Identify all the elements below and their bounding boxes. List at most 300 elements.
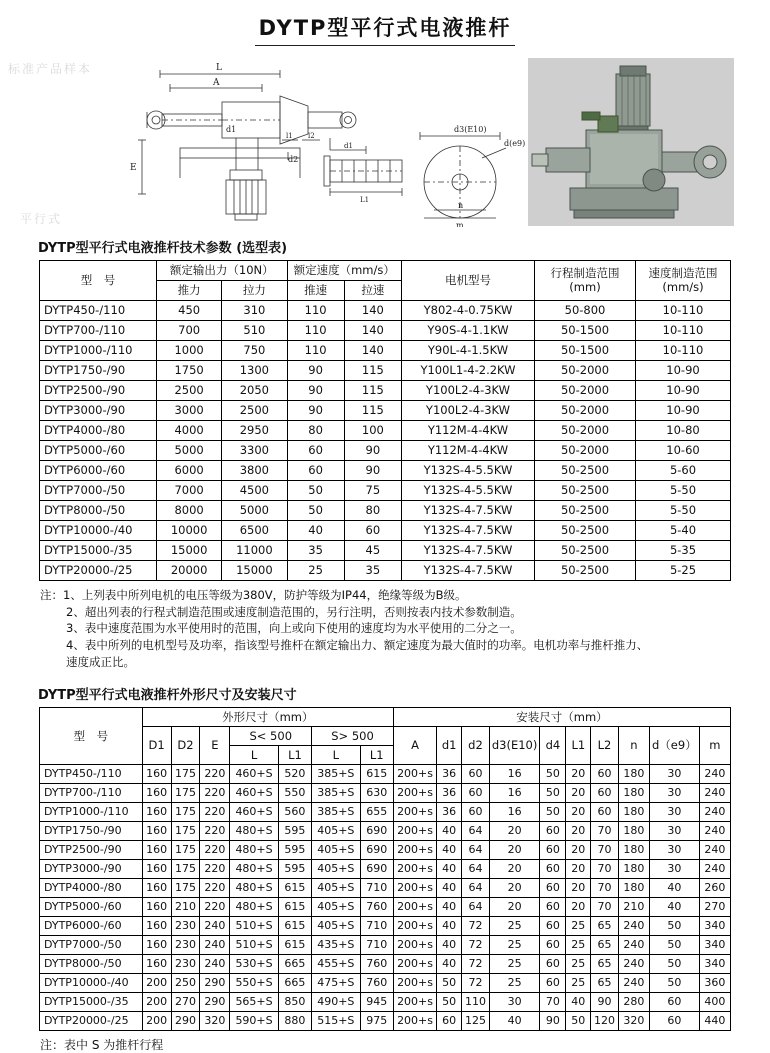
cell-push-speed: 60 [287, 441, 344, 461]
cell-d: 30 [650, 803, 700, 822]
th-install-dims: 安装尺寸（mm） [393, 708, 730, 727]
cell-motor: Y132S-4-5.5KW [402, 481, 535, 501]
cell-d1: 40 [437, 917, 462, 936]
cell-d1: 40 [437, 955, 462, 974]
cell-d1: 50 [437, 993, 462, 1012]
cell-speed: 10-60 [636, 441, 731, 461]
cell-d3: 16 [489, 803, 540, 822]
cell-d3: 40 [489, 1012, 540, 1031]
table-row [40, 765, 731, 784]
cell-l2s: 405+S [312, 860, 360, 879]
tech-parameters-table [39, 260, 731, 581]
cell-model: DYTP4000-/80 [40, 879, 143, 898]
cell-l11s: 615 [278, 917, 311, 936]
cell-e: 220 [200, 898, 230, 917]
svg-text:d2: d2 [288, 155, 299, 164]
cell-e: 220 [200, 765, 230, 784]
th-stroke-range: 行程制造范围 (mm) [535, 261, 636, 301]
cell-e: 240 [200, 917, 230, 936]
cell-motor: Y100L1-4-2.2KW [402, 361, 535, 381]
cell-l1s: 530+S [230, 955, 278, 974]
cell-m: 360 [699, 974, 730, 993]
cell-m: 240 [699, 841, 730, 860]
cell-d: 60 [650, 993, 700, 1012]
cell-model: DYTP1750-/90 [40, 822, 143, 841]
th-pull-speed: 拉速 [344, 281, 401, 301]
cell-motor: Y90L-4-1.5KW [402, 341, 535, 361]
cell-l2: 90 [591, 993, 619, 1012]
cell-l11s: 615 [278, 936, 311, 955]
cell-l2s: 405+S [312, 822, 360, 841]
cell-m: 340 [699, 936, 730, 955]
cell-d2: 72 [462, 936, 490, 955]
cell-stroke: 50-2000 [535, 441, 636, 461]
cell-l1s: 460+S [230, 784, 278, 803]
cell-model: DYTP1000-/110 [40, 803, 143, 822]
cell-d4: 70 [540, 993, 566, 1012]
svg-text:l2: l2 [308, 132, 315, 140]
cell-pull-speed: 140 [344, 301, 401, 321]
cell-a: 200+s [393, 841, 436, 860]
cell-l11s: 595 [278, 841, 311, 860]
cell-stroke: 50-2500 [535, 561, 636, 581]
cell-speed: 5-25 [636, 561, 731, 581]
cell-a: 200+s [393, 822, 436, 841]
th-m: m [699, 727, 730, 765]
cell-d1: 160 [142, 822, 171, 841]
cell-l11s: 595 [278, 860, 311, 879]
cell-model: DYTP2500-/90 [40, 841, 143, 860]
table-row [40, 955, 731, 974]
th-aL1: L1 [566, 727, 591, 765]
cell-l21s: 615 [360, 765, 393, 784]
cell-l11s: 665 [278, 955, 311, 974]
cell-l2s: 435+S [312, 936, 360, 955]
cell-model: DYTP8000-/50 [40, 955, 143, 974]
cell-d1: 160 [142, 765, 171, 784]
cell-push-speed: 110 [287, 321, 344, 341]
cell-speed: 10-110 [636, 341, 731, 361]
cell-l1s: 590+S [230, 1012, 278, 1031]
cell-push-speed: 50 [287, 501, 344, 521]
cell-motor: Y132S-4-7.5KW [402, 521, 535, 541]
cell-a: 200+s [393, 974, 436, 993]
th-rated-output: 额定输出力（10N） [157, 261, 288, 281]
cell-d1: 36 [437, 765, 462, 784]
cell-model: DYTP450-/110 [40, 301, 157, 321]
th-L1-gt: L1 [360, 746, 393, 765]
cell-push: 2500 [157, 381, 222, 401]
cell-push: 20000 [157, 561, 222, 581]
cell-d1: 40 [437, 936, 462, 955]
cell-n: 180 [618, 822, 649, 841]
cell-e: 220 [200, 860, 230, 879]
cell-pull: 2950 [222, 421, 287, 441]
cell-l21s: 760 [360, 898, 393, 917]
th-model: 型 号 [40, 261, 157, 301]
cell-m: 240 [699, 803, 730, 822]
dim-header-row-1 [40, 708, 731, 727]
svg-text:n: n [458, 201, 464, 210]
cell-push-speed: 90 [287, 361, 344, 381]
cell-a: 200+s [393, 803, 436, 822]
table-row [40, 481, 731, 501]
cell-push: 1750 [157, 361, 222, 381]
cell-stroke: 50-2500 [535, 481, 636, 501]
table-row [40, 401, 731, 421]
cell-push: 6000 [157, 461, 222, 481]
cell-pull-speed: 140 [344, 341, 401, 361]
cell-d: 30 [650, 765, 700, 784]
cell-l21s: 710 [360, 879, 393, 898]
cell-l21s: 690 [360, 860, 393, 879]
tech-parameters-body [40, 301, 731, 581]
svg-text:d(e9): d(e9) [504, 139, 526, 148]
th-L-gt: L [312, 746, 360, 765]
cell-l1s: 550+S [230, 974, 278, 993]
cell-d3: 20 [489, 860, 540, 879]
cell-d1: 50 [437, 974, 462, 993]
note-line-4: 4、表中所列的电机型号及功率，指该型号推杆在额定输出力、额定速度为最大值时的功率。电机功率与推杆推力、 [66, 638, 649, 653]
cell-a: 200+s [393, 784, 436, 803]
cell-pull-speed: 80 [344, 501, 401, 521]
cell-d4: 60 [540, 822, 566, 841]
section1-notes [40, 587, 770, 670]
cell-d4: 60 [540, 898, 566, 917]
cell-d2: 270 [171, 993, 200, 1012]
table-row [40, 521, 731, 541]
cell-model: DYTP10000-/40 [40, 521, 157, 541]
cell-d3: 25 [489, 936, 540, 955]
note-line-3: 3、表中速度范围为水平使用时的范围，向上或向下使用的速度均为水平使用的二分之一。 [66, 621, 522, 636]
cell-push-speed: 50 [287, 481, 344, 501]
table-row [40, 917, 731, 936]
cell-model: DYTP7000-/50 [40, 481, 157, 501]
cell-d3: 25 [489, 917, 540, 936]
table-row [40, 441, 731, 461]
th-dim-model: 型 号 [40, 708, 143, 765]
cell-stroke: 50-800 [535, 301, 636, 321]
cell-d: 60 [650, 1012, 700, 1031]
cell-l2: 70 [591, 822, 619, 841]
dimensions-body [40, 765, 731, 1031]
cell-a: 200+s [393, 936, 436, 955]
cell-l2s: 385+S [312, 784, 360, 803]
cell-l1: 20 [566, 822, 591, 841]
th-ad2: d2 [462, 727, 490, 765]
cell-push: 8000 [157, 501, 222, 521]
cell-d4: 60 [540, 974, 566, 993]
cell-d1: 36 [437, 803, 462, 822]
cell-d: 40 [650, 898, 700, 917]
svg-text:m: m [456, 221, 464, 227]
th-outer-dims: 外形尺寸（mm） [142, 708, 393, 727]
cell-d4: 50 [540, 784, 566, 803]
product-drawing [30, 52, 740, 227]
cell-model: DYTP7000-/50 [40, 936, 143, 955]
cell-push: 450 [157, 301, 222, 321]
cell-stroke: 50-2500 [535, 521, 636, 541]
svg-text:d3(E10): d3(E10) [454, 125, 487, 134]
cell-d2: 175 [171, 765, 200, 784]
cell-speed: 5-50 [636, 501, 731, 521]
cell-model: DYTP15000-/35 [40, 541, 157, 561]
table-row [40, 501, 731, 521]
cell-l1: 25 [566, 936, 591, 955]
cell-a: 200+s [393, 917, 436, 936]
cell-d4: 60 [540, 879, 566, 898]
th-push-force: 推力 [157, 281, 222, 301]
cell-l1: 20 [566, 803, 591, 822]
cell-m: 340 [699, 955, 730, 974]
cell-push-speed: 90 [287, 381, 344, 401]
cell-l2s: 515+S [312, 1012, 360, 1031]
cell-l2: 70 [591, 898, 619, 917]
th-aL2: L2 [591, 727, 619, 765]
cell-speed: 5-35 [636, 541, 731, 561]
cell-e: 240 [200, 936, 230, 955]
section1-heading [38, 237, 770, 256]
svg-text:A: A [213, 78, 220, 88]
cell-n: 240 [618, 974, 649, 993]
note-line-5: 速度成正比。 [66, 654, 135, 669]
cell-l2: 65 [591, 936, 619, 955]
cell-pull: 750 [222, 341, 287, 361]
cell-l2: 65 [591, 917, 619, 936]
cell-l1s: 565+S [230, 993, 278, 1012]
cell-d3: 20 [489, 841, 540, 860]
cell-d2: 175 [171, 860, 200, 879]
cell-l2: 70 [591, 841, 619, 860]
cell-l11s: 615 [278, 898, 311, 917]
cell-stroke: 50-1500 [535, 341, 636, 361]
cell-speed: 5-50 [636, 481, 731, 501]
cell-l21s: 655 [360, 803, 393, 822]
table-row [40, 936, 731, 955]
cell-l2s: 385+S [312, 765, 360, 784]
cell-e: 220 [200, 803, 230, 822]
cell-stroke: 50-2500 [535, 501, 636, 521]
cell-l21s: 630 [360, 784, 393, 803]
cell-d1: 40 [437, 841, 462, 860]
cell-push: 1000 [157, 341, 222, 361]
table-row [40, 822, 731, 841]
cell-push-speed: 60 [287, 461, 344, 481]
cell-model: DYTP10000-/40 [40, 974, 143, 993]
cell-speed: 10-110 [636, 301, 731, 321]
cell-l2s: 405+S [312, 917, 360, 936]
cell-d4: 90 [540, 1012, 566, 1031]
cell-push-speed: 90 [287, 401, 344, 421]
cell-d2: 175 [171, 879, 200, 898]
cell-e: 290 [200, 974, 230, 993]
cell-push-speed: 110 [287, 301, 344, 321]
cell-stroke: 50-2500 [535, 541, 636, 561]
cell-l11s: 595 [278, 822, 311, 841]
table-header-row [40, 261, 731, 281]
cell-model: DYTP6000-/60 [40, 461, 157, 481]
th-A: A [393, 727, 436, 765]
cell-d: 30 [650, 860, 700, 879]
cell-d: 30 [650, 784, 700, 803]
cell-d1: 40 [437, 822, 462, 841]
table-row [40, 361, 731, 381]
cell-l2s: 490+S [312, 993, 360, 1012]
cell-push-speed: 110 [287, 341, 344, 361]
table-row [40, 421, 731, 441]
cell-d3: 16 [489, 765, 540, 784]
cell-l11s: 615 [278, 879, 311, 898]
cell-d2: 60 [462, 765, 490, 784]
cell-l21s: 690 [360, 822, 393, 841]
cell-d2: 64 [462, 841, 490, 860]
cell-d4: 60 [540, 955, 566, 974]
cell-l21s: 760 [360, 974, 393, 993]
cell-l2: 120 [591, 1012, 619, 1031]
cell-stroke: 50-2500 [535, 461, 636, 481]
cell-l1: 20 [566, 784, 591, 803]
cell-n: 320 [618, 1012, 649, 1031]
cell-pull: 2500 [222, 401, 287, 421]
cell-l11s: 550 [278, 784, 311, 803]
cell-push: 700 [157, 321, 222, 341]
cell-push: 5000 [157, 441, 222, 461]
cell-e: 220 [200, 822, 230, 841]
th-ad4: d4 [540, 727, 566, 765]
table-row [40, 803, 731, 822]
cell-e: 240 [200, 955, 230, 974]
cell-d4: 50 [540, 765, 566, 784]
table-row [40, 898, 731, 917]
cell-d3: 20 [489, 898, 540, 917]
cell-l1: 20 [566, 765, 591, 784]
cell-pull: 510 [222, 321, 287, 341]
cell-d2: 60 [462, 784, 490, 803]
cell-d2: 60 [462, 803, 490, 822]
cell-l2s: 385+S [312, 803, 360, 822]
page-title: DYTP型平行式电液推杆 [0, 0, 770, 48]
note-line-2: 2、超出列表的行程式制造范围或速度制造范围的，另行注明，否则按表内技术参数制造。 [66, 604, 522, 619]
cell-model: DYTP6000-/60 [40, 917, 143, 936]
cell-motor: Y132S-4-7.5KW [402, 541, 535, 561]
table-row [40, 301, 731, 321]
table-row [40, 784, 731, 803]
cell-d1: 40 [437, 860, 462, 879]
cell-d1: 40 [437, 879, 462, 898]
cell-pull-speed: 115 [344, 401, 401, 421]
svg-text:L: L [216, 63, 222, 73]
table-row [40, 461, 731, 481]
cell-motor: Y90S-4-1.1KW [402, 321, 535, 341]
cell-m: 270 [699, 898, 730, 917]
cell-model: DYTP20000-/25 [40, 561, 157, 581]
cell-d3: 30 [489, 993, 540, 1012]
th-rated-speed: 额定速度（mm/s） [287, 261, 402, 281]
cell-a: 200+s [393, 898, 436, 917]
table-row [40, 341, 731, 361]
cell-motor: Y112M-4-4KW [402, 441, 535, 461]
cell-motor: Y132S-4-7.5KW [402, 561, 535, 581]
table-row [40, 841, 731, 860]
cell-push: 3000 [157, 401, 222, 421]
section1-subtitle: (选型表) [236, 241, 288, 256]
cell-l21s: 760 [360, 955, 393, 974]
cell-l2: 60 [591, 803, 619, 822]
svg-text:d1: d1 [344, 142, 353, 150]
th-d-e9: d（e9） [650, 727, 700, 765]
cell-pull-speed: 45 [344, 541, 401, 561]
th-push-speed: 推速 [287, 281, 344, 301]
cell-pull: 3300 [222, 441, 287, 461]
cell-pull: 4500 [222, 481, 287, 501]
cell-motor: Y802-4-0.75KW [402, 301, 535, 321]
cell-l1s: 510+S [230, 936, 278, 955]
cell-l11s: 560 [278, 803, 311, 822]
cell-l1s: 480+S [230, 822, 278, 841]
cell-model: DYTP1000-/110 [40, 341, 157, 361]
cell-d: 30 [650, 822, 700, 841]
section2-heading: DYTP型平行式电液推杆外形尺寸及安装尺寸 [38, 688, 297, 704]
cell-l11s: 665 [278, 974, 311, 993]
cell-a: 200+s [393, 993, 436, 1012]
cell-l1s: 480+S [230, 841, 278, 860]
cell-d1: 160 [142, 898, 171, 917]
cell-stroke: 50-2000 [535, 381, 636, 401]
cell-l2s: 405+S [312, 898, 360, 917]
cell-model: DYTP700-/110 [40, 321, 157, 341]
cell-d2: 175 [171, 803, 200, 822]
cell-m: 340 [699, 917, 730, 936]
cell-d1: 160 [142, 917, 171, 936]
cell-d1: 60 [437, 1012, 462, 1031]
cell-speed: 5-40 [636, 521, 731, 541]
cell-d2: 64 [462, 879, 490, 898]
cell-model: DYTP3000-/90 [40, 860, 143, 879]
section1-title: DYTP型平行式电液推杆技术参数 [38, 241, 232, 256]
cell-n: 180 [618, 879, 649, 898]
cell-motor: Y132S-4-7.5KW [402, 501, 535, 521]
cell-l2: 65 [591, 974, 619, 993]
table-row [40, 879, 731, 898]
cell-d1: 200 [142, 1012, 171, 1031]
cell-speed: 5-60 [636, 461, 731, 481]
cell-d2: 210 [171, 898, 200, 917]
cell-push: 15000 [157, 541, 222, 561]
cell-push-speed: 25 [287, 561, 344, 581]
cell-pull: 310 [222, 301, 287, 321]
note-line-1: 注：1、上列表中所列电机的电压等级为380V，防护等级为IP44，绝缘等级为B级。 [40, 588, 467, 602]
cell-d2: 175 [171, 784, 200, 803]
cell-m: 240 [699, 860, 730, 879]
cell-d1: 160 [142, 955, 171, 974]
table-row [40, 974, 731, 993]
cell-d2: 72 [462, 974, 490, 993]
cell-stroke: 50-2000 [535, 401, 636, 421]
cell-pull-speed: 115 [344, 361, 401, 381]
cell-push-speed: 35 [287, 541, 344, 561]
th-L1-lt: L1 [278, 746, 311, 765]
svg-text:l1: l1 [286, 132, 293, 140]
cell-model: DYTP20000-/25 [40, 1012, 143, 1031]
dim-header-row-2 [40, 727, 731, 746]
cell-l1: 50 [566, 1012, 591, 1031]
cell-a: 200+s [393, 879, 436, 898]
cell-l1: 25 [566, 974, 591, 993]
cell-speed: 10-110 [636, 321, 731, 341]
cell-pull: 11000 [222, 541, 287, 561]
cell-pull: 5000 [222, 501, 287, 521]
cell-model: DYTP15000-/35 [40, 993, 143, 1012]
